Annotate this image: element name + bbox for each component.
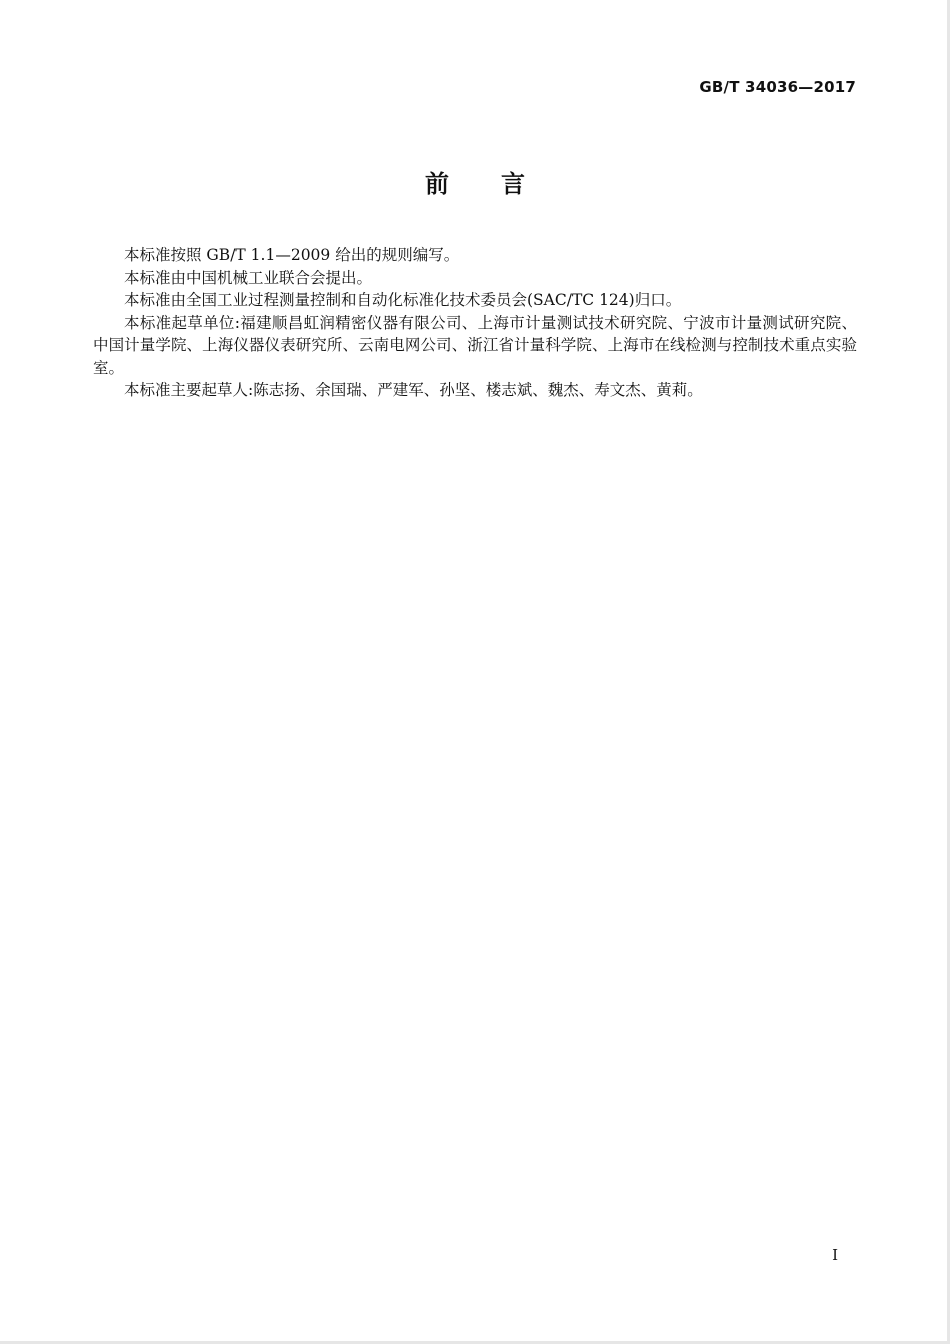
paragraph-drafters: 本标准主要起草人:陈志扬、余国瑞、严建军、孙坚、楼志斌、魏杰、寿文杰、黄莉。 <box>124 381 703 399</box>
page-number: I <box>832 1246 838 1264</box>
paragraph-technical-committee: 本标准由全国工业过程测量控制和自动化标准化技术委员会(SAC/TC 124)归口。 <box>124 291 682 309</box>
paragraph-drafting-rules: 本标准按照 GB/T 1.1—2009 给出的规则编写。 <box>124 246 460 264</box>
foreword-title: 前言 <box>425 170 577 198</box>
paragraph-proposer: 本标准由中国机械工业联合会提出。 <box>124 268 373 287</box>
paragraph-drafting-organizations: 本标准起草单位:福建顺昌虹润精密仪器有限公司、上海市计量测试技术研究院、宁波市计量测试研究院、中国计量学院、上海仪器仪表研究所、云南电网公司、浙江省计量科学院、上海市在线检测与控制技术重点实验室。 <box>93 313 857 377</box>
foreword-body <box>93 244 857 402</box>
standard-number: GB/T 34036—2017 <box>699 78 856 96</box>
